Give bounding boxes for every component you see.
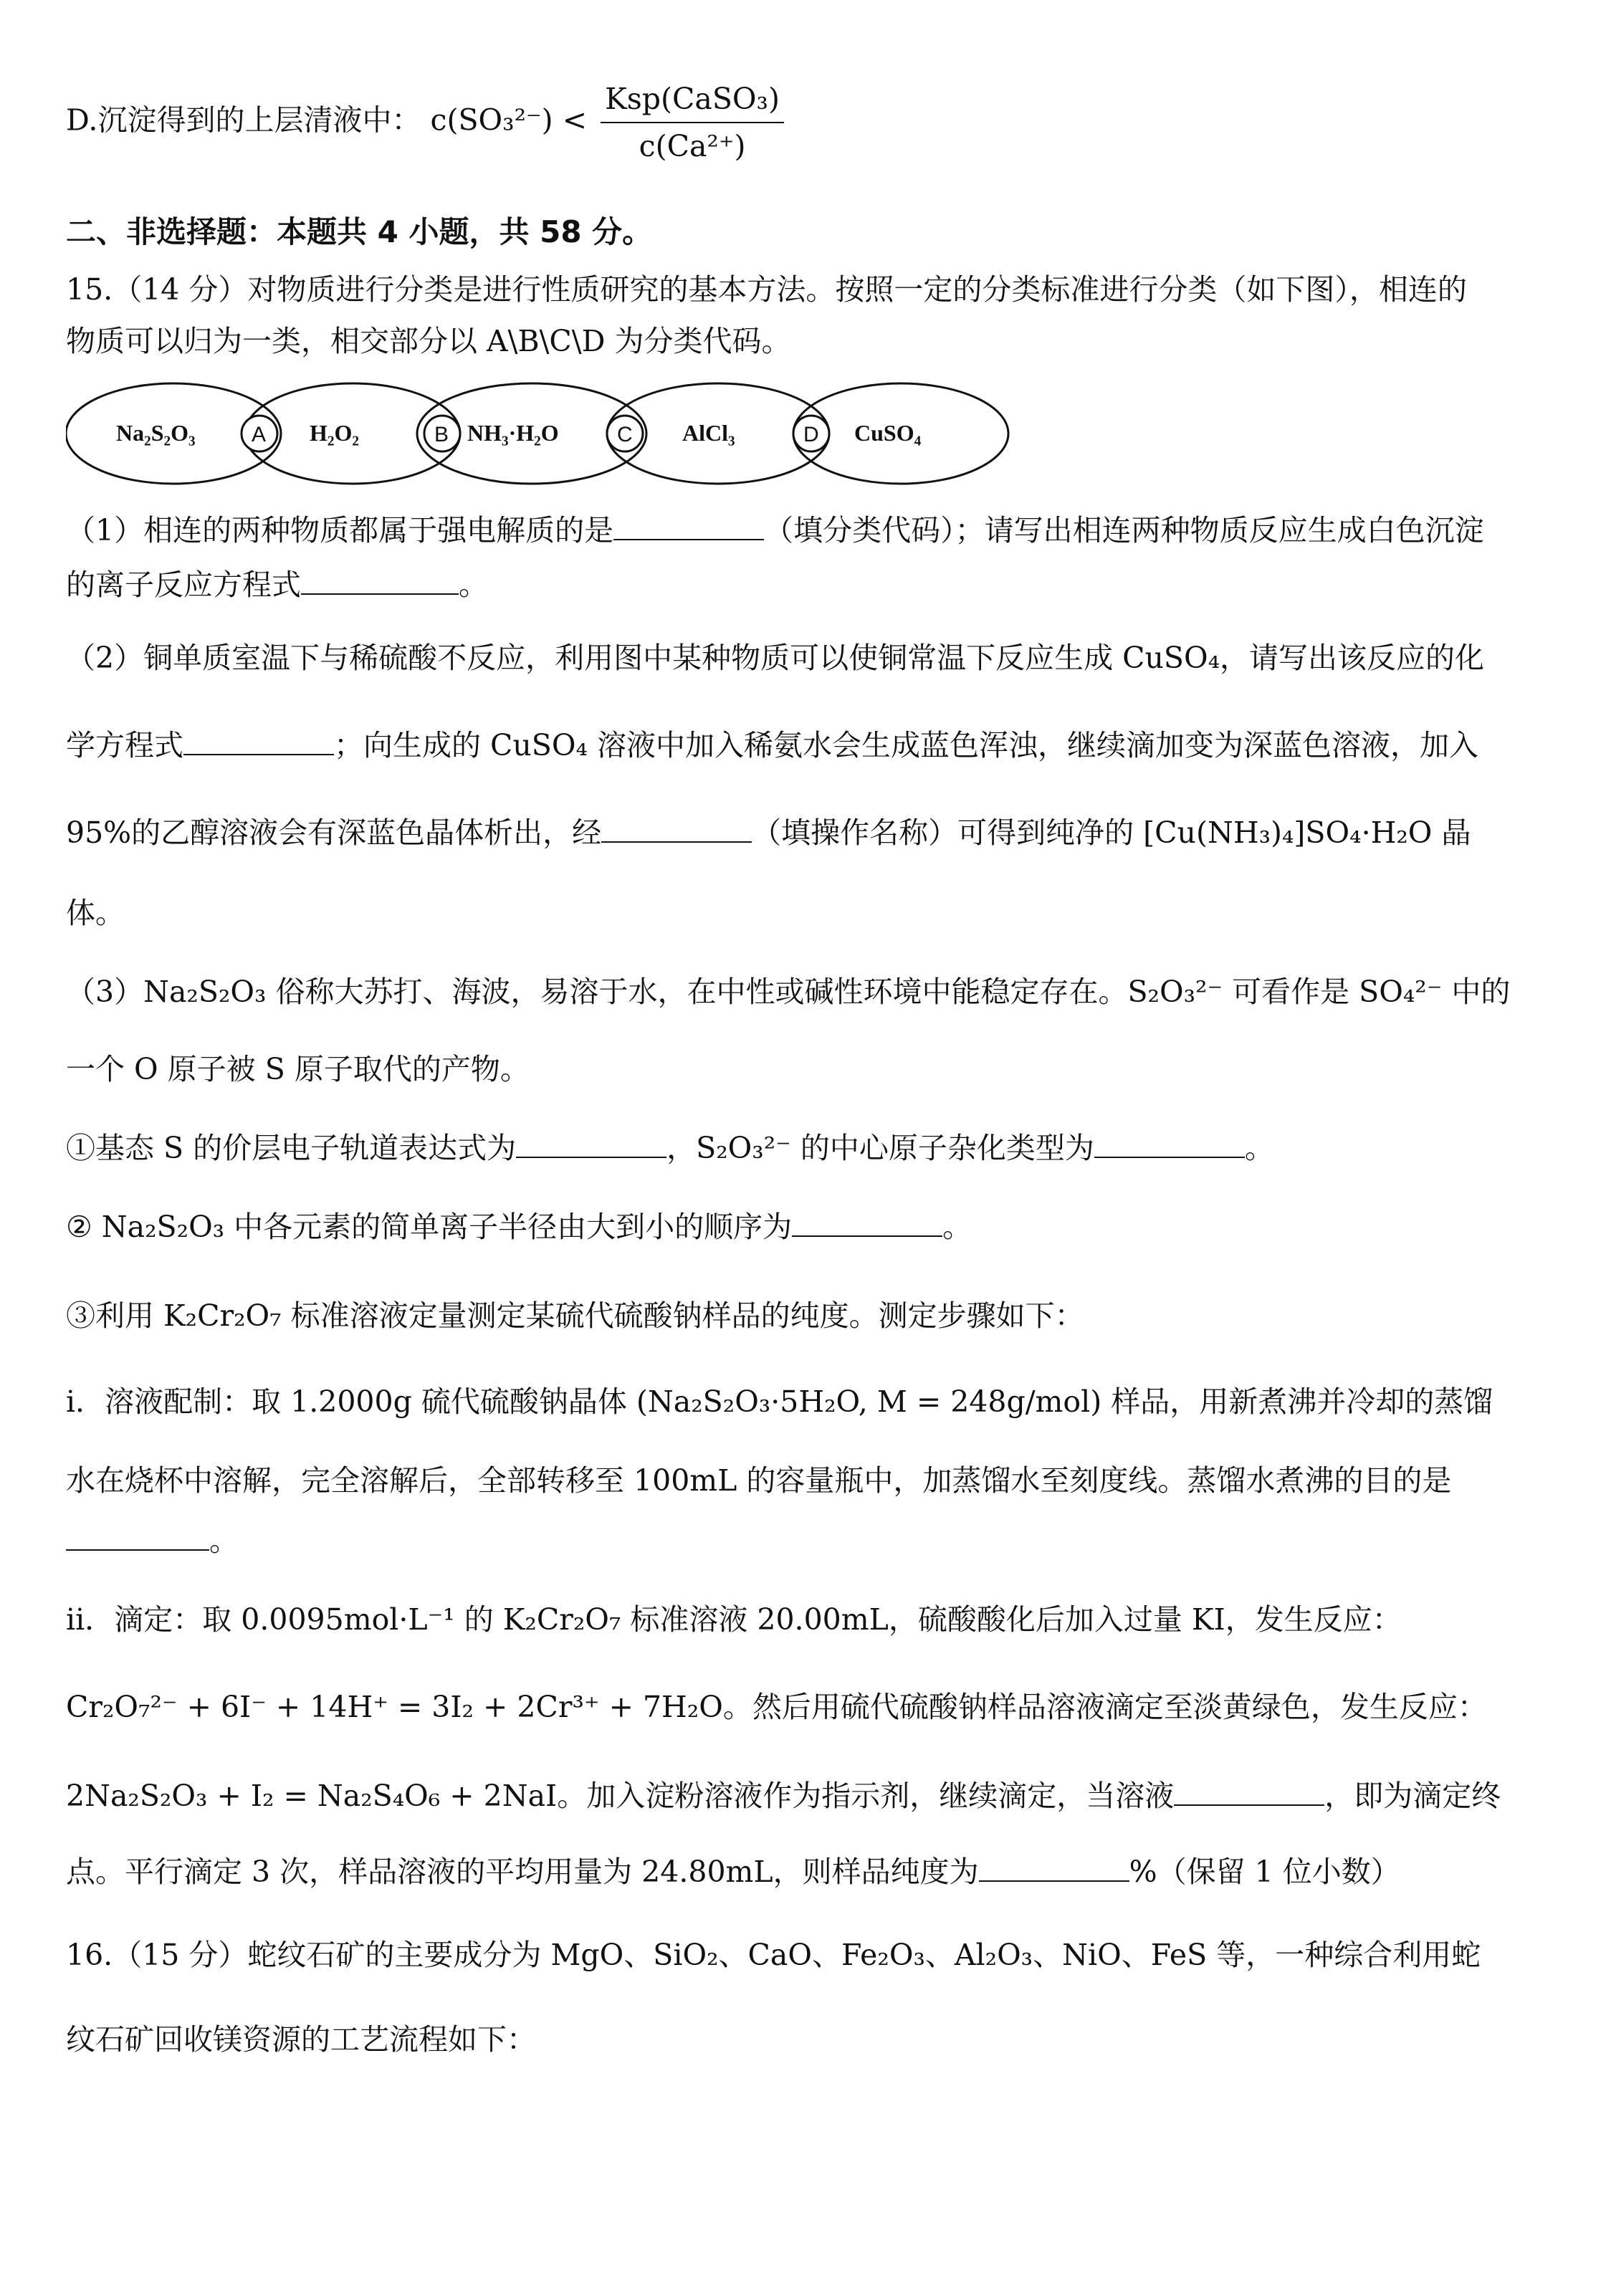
option-d-line <box>66 79 1542 166</box>
q15-p2-text-c: ；向生成的 CuSO₄ 溶液中加入稀氨水会生成蓝色浑浊，继续滴加变为深蓝色溶液，加入 <box>334 728 1478 762</box>
label-alcl3: AlCl₃ <box>682 420 735 446</box>
q15-p3-step-i-3 <box>66 1521 1542 1561</box>
q15-p1-text-d: 。 <box>459 568 488 602</box>
q15-p2-text-d: 95%的乙醇溶液会有深蓝色晶体析出，经 <box>66 815 602 850</box>
q15-p3-step-ii-4 <box>66 1852 1542 1892</box>
q15-p1-text-c: 的离子反应方程式 <box>66 568 301 602</box>
option-d-lhs: c(SO₃²⁻) < <box>430 102 588 138</box>
label-nh3h2o: NH₃·H₂O <box>467 420 559 446</box>
q15-p3-text-c3: 。 <box>1244 1131 1274 1165</box>
answer-blank[interactable] <box>66 1549 209 1551</box>
q15-p3-line-5: ③利用 K₂Cr₂O₇ 标准溶液定量测定某硫代硫酸钠样品的纯度。测定步骤如下： <box>66 1298 1084 1333</box>
q15-p3-text-d1: ② Na₂S₂O₃ 中各元素的简单离子半径由大到小的顺序为 <box>66 1210 793 1244</box>
q15-p1-text-a: （1）相连的两种物质都属于强电解质的是 <box>66 513 614 547</box>
section-heading: 二、非选择题：本题共 4 小题，共 58 分。 <box>66 214 653 249</box>
q15-p1-line-2 <box>66 565 1542 605</box>
q15-intro-2: 物质可以归为一类，相交部分以 A\B\C\D 为分类代码。 <box>66 324 791 358</box>
q15-p3-text-ii4a: 点。平行滴定 3 次，样品溶液的平均用量为 24.80mL，则样品纯度为 <box>66 1855 979 1889</box>
q15-p2-line-3 <box>66 813 1542 853</box>
answer-blank[interactable] <box>979 1880 1129 1882</box>
q15-p3-line-2: 一个 O 原子被 S 原子取代的产物。 <box>66 1052 530 1086</box>
q15-p1-text-b: （填分类代码）；请写出相连两种物质反应生成白色沉淀 <box>764 513 1484 547</box>
classification-diagram <box>66 380 1012 487</box>
code-a: A <box>252 423 267 446</box>
q15-p3-text-ii3a: 2Na₂S₂O₃ + I₂ = Na₂S₄O₆ + 2NaI。加入淀粉溶液作为指示剂，继续滴定，当溶液 <box>66 1779 1175 1813</box>
option-d-text: D.沉淀得到的上层清液中： <box>66 102 421 138</box>
q15-p3-line-4 <box>66 1207 1542 1247</box>
q15-p3-step-ii-2: Cr₂O₇²⁻ + 6I⁻ + 14H⁺ = 3I₂ + 2Cr³⁺ + 7H₂O。然后用硫代硫酸钠样品溶液滴定至淡黄绿色，发生反应： <box>66 1690 1487 1724</box>
fraction-numerator: Ksp(CaSO₃) <box>601 79 784 123</box>
label-cuso4: CuSO₄ <box>854 420 922 446</box>
q15-p1-line-1 <box>66 510 1542 550</box>
answer-blank[interactable] <box>613 539 764 540</box>
q15-p3-text-c2: ，S₂O₃²⁻ 的中心原子杂化类型为 <box>666 1131 1094 1165</box>
q16-line-1: 16.（15 分）蛇纹石矿的主要成分为 MgO、SiO₂、CaO、Fe₂O₃、Al₂O₃、NiO、FeS 等，一种综合利用蛇 <box>66 1938 1481 1972</box>
code-d: D <box>803 423 819 446</box>
label-h2o2: H₂O₂ <box>310 420 359 446</box>
q15-p2-line-4: 体。 <box>66 896 125 930</box>
q15-p2-text-b: 学方程式 <box>66 728 183 762</box>
q15-p3-step-i-2: 水在烧杯中溶解，完全溶解后，全部转移至 100mL 的容量瓶中，加蒸馏水至刻度线。蒸馏水煮沸的目的是 <box>66 1463 1452 1498</box>
code-c: C <box>617 423 633 446</box>
q15-p3-step-i-1: i．溶液配制：取 1.2000g 硫代硫酸钠晶体 (Na₂S₂O₃·5H₂O, M = 248g/mol) 样品，用新煮沸并冷却的蒸馏 <box>66 1384 1493 1419</box>
q15-p3-text-d2: 。 <box>942 1210 972 1244</box>
q15-p2-line-2 <box>66 725 1542 765</box>
q15-p3-text-c1: ①基态 S 的价层电子轨道表达式为 <box>66 1131 517 1165</box>
answer-blank[interactable] <box>1174 1804 1324 1806</box>
q15-p3-text-ii3b: ，即为滴定终 <box>1324 1779 1501 1813</box>
q15-p3-step-ii-3 <box>66 1776 1542 1816</box>
answer-blank[interactable] <box>516 1157 666 1158</box>
q15-p3-text-ii4b: %（保留 1 位小数） <box>1129 1855 1400 1889</box>
q15-intro-1: 15.（14 分）对物质进行分类是进行性质研究的基本方法。按照一定的分类标准进行分类（如下图），相连的 <box>66 272 1467 307</box>
q16-line-2: 纹石矿回收镁资源的工艺流程如下： <box>66 2022 536 2057</box>
q15-p3-line-1: （3）Na₂S₂O₃ 俗称大苏打、海波，易溶于水，在中性或碱性环境中能稳定存在。S₂O₃²⁻ 可看作是 SO₄²⁻ 中的 <box>66 975 1511 1009</box>
q15-p3-step-ii-1: ii．滴定：取 0.0095mol·L⁻¹ 的 K₂Cr₂O₇ 标准溶液 20.00mL，硫酸酸化后加入过量 KI，发生反应： <box>66 1602 1402 1637</box>
answer-blank[interactable] <box>183 754 334 755</box>
ksp-fraction <box>601 79 784 166</box>
answer-blank[interactable] <box>792 1235 942 1237</box>
code-b: B <box>434 423 449 446</box>
fraction-denominator: c(Ca²⁺) <box>639 129 746 163</box>
q15-p2-line-1: （2）铜单质室温下与稀硫酸不反应，利用图中某种物质可以使铜常温下反应生成 CuSO₄，请写出该反应的化 <box>66 641 1485 675</box>
answer-blank[interactable] <box>1094 1157 1245 1158</box>
answer-blank[interactable] <box>301 593 459 595</box>
q15-p2-text-e: （填操作名称）可得到纯净的 [Cu(NH₃)₄]SO₄·H₂O 晶 <box>752 815 1471 850</box>
answer-blank[interactable] <box>601 841 752 843</box>
label-na2s2o3: Na₂S₂O₃ <box>116 420 196 446</box>
q15-p3-line-3 <box>66 1128 1542 1168</box>
q15-p3-text-i3: 。 <box>209 1524 239 1558</box>
